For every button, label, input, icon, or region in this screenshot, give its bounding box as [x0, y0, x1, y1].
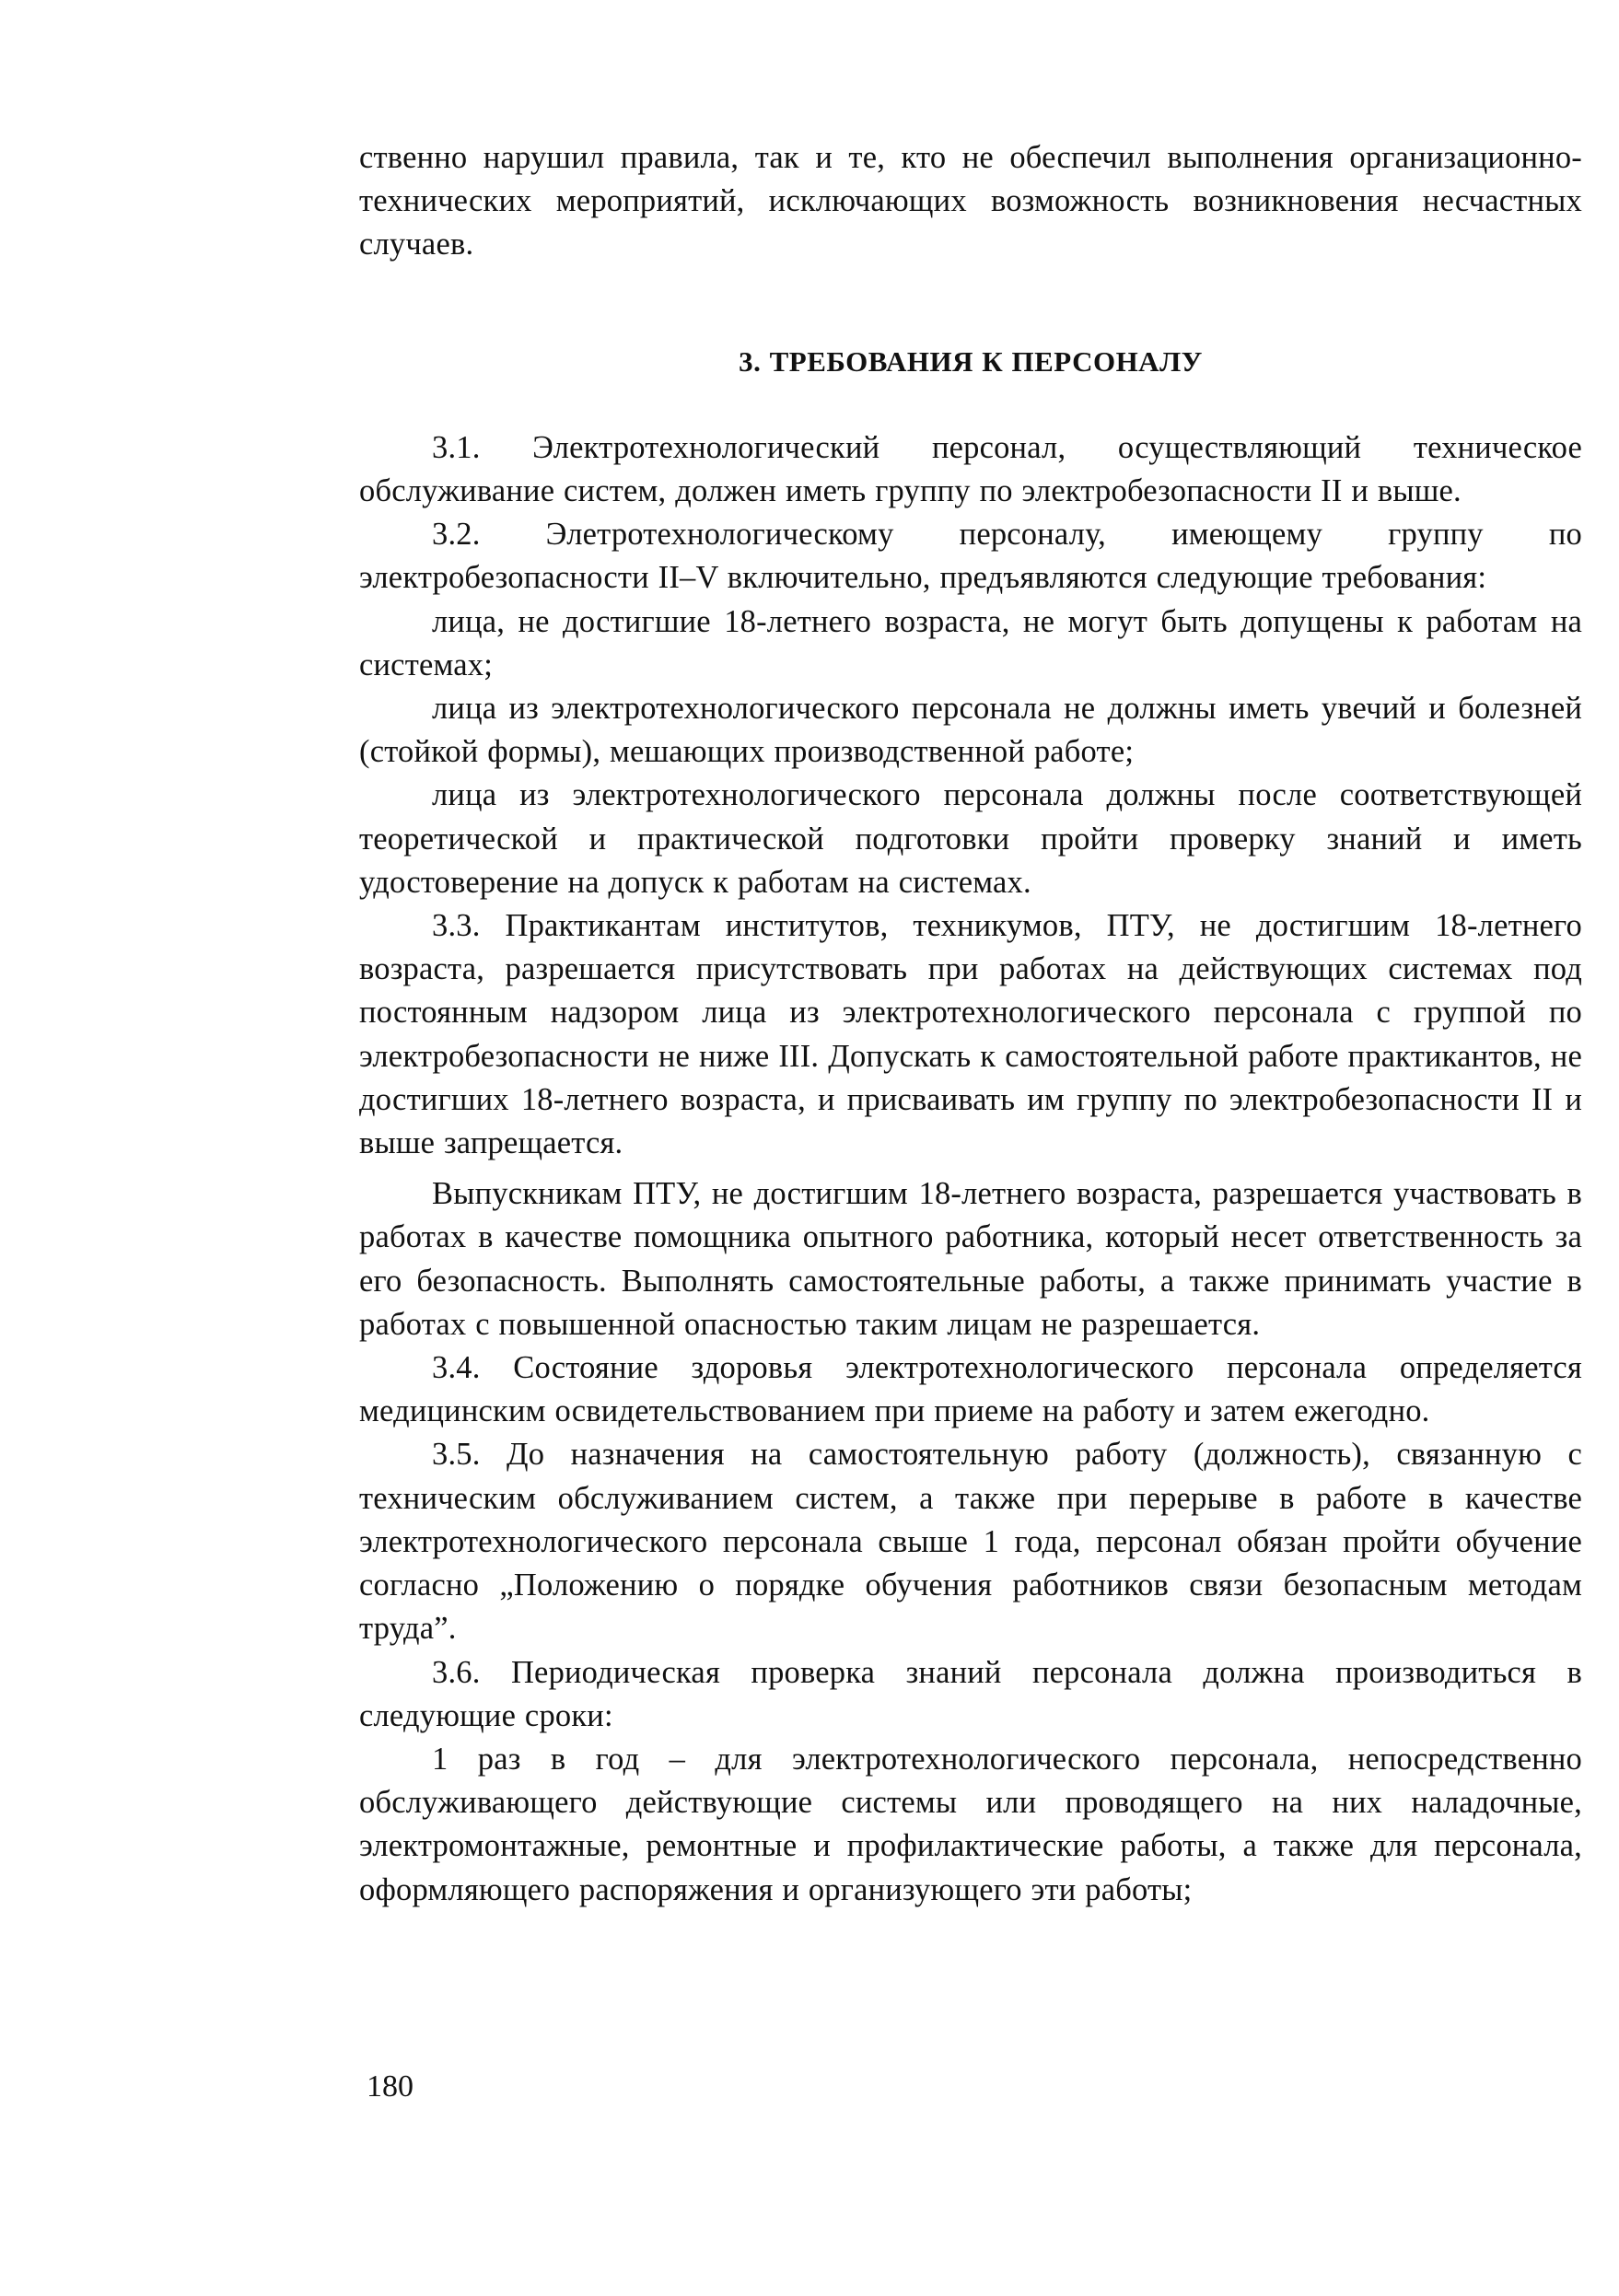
paragraph-3-6: 3.6. Периодическая проверка знаний персонала должна производиться в следующие сроки:: [359, 1654, 1582, 1733]
section-heading: 3. ТРЕБОВАНИЯ К ПЕРСОНАЛУ: [739, 344, 1203, 378]
paragraph-3-4: 3.4. Состояние здоровья электротехнологического персонала определяется медицинским освидетельствованием при приеме на работу и затем ежегодно.: [359, 1350, 1582, 1429]
paragraph-pту-graduates: Выпускникам ПТУ, не достигшим 18-летнего возраста, разрешается участвовать в работах в качестве помощника опытного работника, который несет ответственность за его безопасность. Выполнять самостоятельные работы, а также принимать участие в работах с повышенной опасностью таким лицам не разрешается.: [359, 1176, 1582, 1342]
document-page: [359, 136, 1582, 1912]
requirement-item-age: лица, не достигшие 18-летнего возраста, не могут быть допущены к работам на системах;: [359, 603, 1582, 682]
paragraph-3-1: 3.1. Электротехнологический персонал, осуществляющий техническое обслуживание систем, должен иметь группу по электробезопасности II и выше.: [359, 429, 1582, 509]
page-number: 180: [367, 2069, 413, 2104]
requirement-item-health: лица из электротехнологического персонала не должны иметь увечий и болезней (стойкой формы), мешающих производственной работе;: [359, 691, 1582, 770]
paragraph-annual-check: 1 раз в год – для электротехнологического персонала, непосредственно обслуживающего действующие системы или проводящего на них наладочные, электромонтажные, ремонтные и профилактические работы, а также для персонала, оформляющего распоряжения и организующего эти работы;: [359, 1741, 1582, 1907]
paragraph-3-3: 3.3. Практикантам институтов, техникумов, ПТУ, не достигшим 18-летнего возраста, разрешается присутствовать при работах на действующих системах под постоянным надзором лица из электротехнологического персонала с группой по электробезопасности не ниже III. Допускать к самостоятельной работе практикантов, не достигших 18-летнего возраста, и присваивать им группу по электробезопасности II и выше запрещается.: [359, 908, 1582, 1161]
paragraph-3-2: 3.2. Элетротехнологическому персоналу, имеющему группу по электробезопасности II–V включительно, предъявляются следующие требования:: [359, 517, 1582, 596]
requirement-item-certification: лица из электротехнологического персонала должны после соответствующей теоретической и практической подготовки пройти проверку знаний и иметь удостоверение на допуск к работам на системах.: [359, 777, 1582, 900]
continuation-paragraph: ственно нарушил правила, так и те, кто не обеспечил выполнения организационно-технических мероприятий, исключающих возможность возникновения несчастных случаев.: [359, 140, 1582, 262]
paragraph-3-5: 3.5. До назначения на самостоятельную работу (должность), связанную с техническим обслуживанием систем, а также при перерыве в работе в качестве электротехнологического персонала свыше 1 года, персонал обязан пройти обучение согласно „Положению о порядке обучения работников связи безопасным методам труда”.: [359, 1437, 1582, 1647]
